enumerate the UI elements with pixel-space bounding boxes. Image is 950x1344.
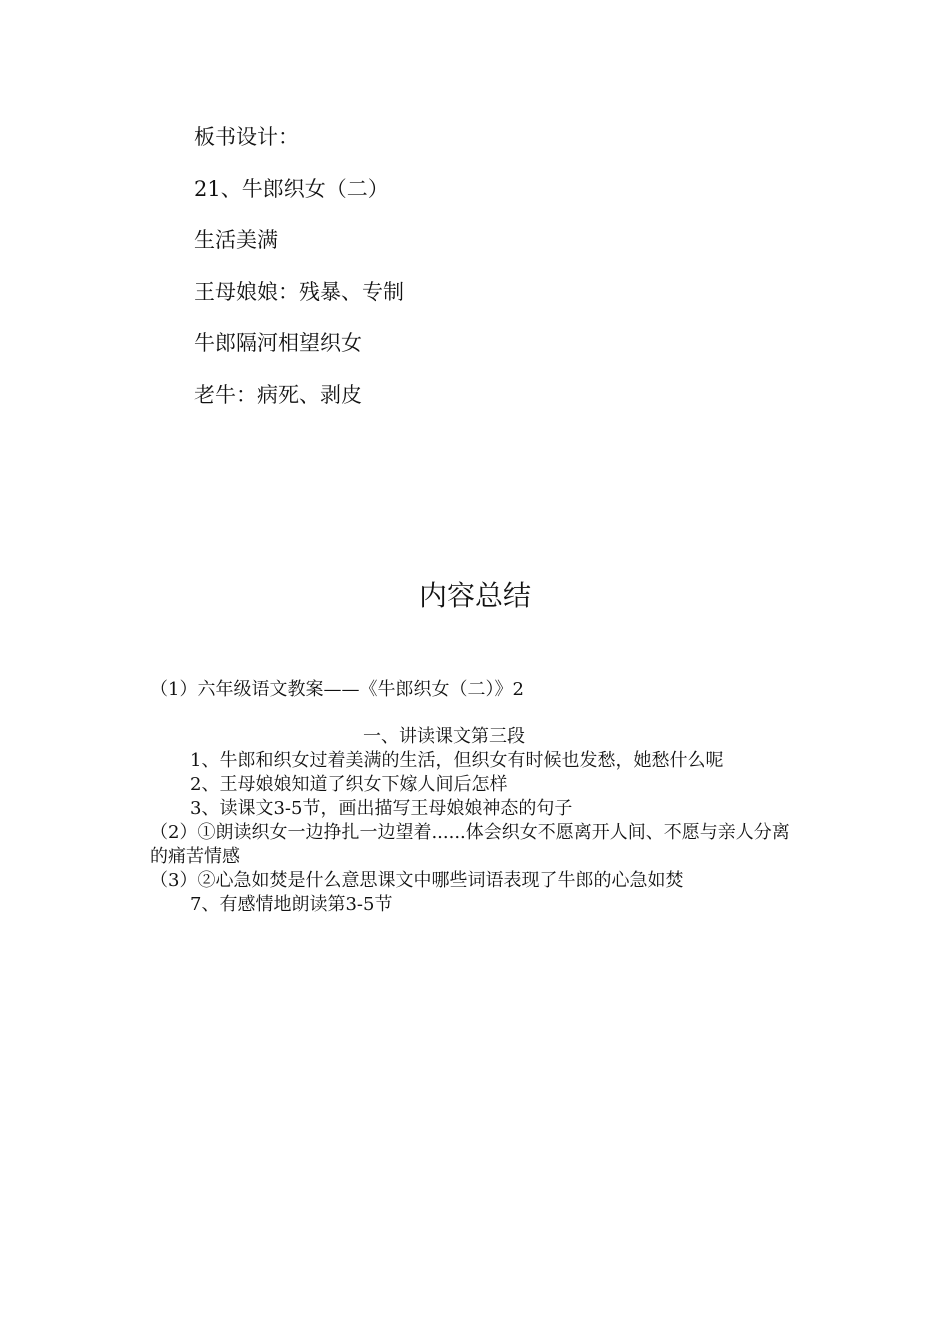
summary-item-2: （2）①朗读织女一边挣扎一边望着......体会织女不愿离开人间、不愿与亲人分离的痛苦情感 bbox=[150, 822, 790, 867]
lesson-title: 21、牛郎织女（二） bbox=[194, 176, 389, 201]
section-heading: 一、讲读课文第三段 bbox=[363, 726, 525, 747]
question-1: 1、牛郎和织女过着美满的生活，但织女有时候也发愁，她愁什么呢 bbox=[190, 750, 724, 771]
board-line-happy-life: 生活美满 bbox=[194, 228, 278, 252]
summary-item-1: （1）六年级语文教案——《牛郎织女（二）》2 bbox=[150, 679, 524, 700]
summary-section bbox=[150, 678, 800, 917]
board-design-section bbox=[194, 122, 794, 431]
board-line-old-ox: 老牛：病死、剥皮 bbox=[194, 382, 362, 407]
summary-title: 内容总结 bbox=[418, 579, 531, 612]
board-design-heading: 板书设计： bbox=[194, 125, 299, 149]
summary-item-3: （3）②心急如焚是什么意思课文中哪些词语表现了牛郎的心急如焚 bbox=[150, 870, 684, 891]
question-7: 7、有感情地朗读第3-5节 bbox=[190, 894, 393, 915]
board-line-across-river: 牛郎隔河相望织女 bbox=[194, 331, 362, 355]
question-2: 2、王母娘娘知道了织女下嫁人间后怎样 bbox=[190, 774, 508, 795]
board-line-queen-mother: 王母娘娘：残暴、专制 bbox=[194, 279, 404, 304]
question-3: 3、读课文3-5节，画出描写王母娘娘神态的句子 bbox=[190, 798, 573, 819]
